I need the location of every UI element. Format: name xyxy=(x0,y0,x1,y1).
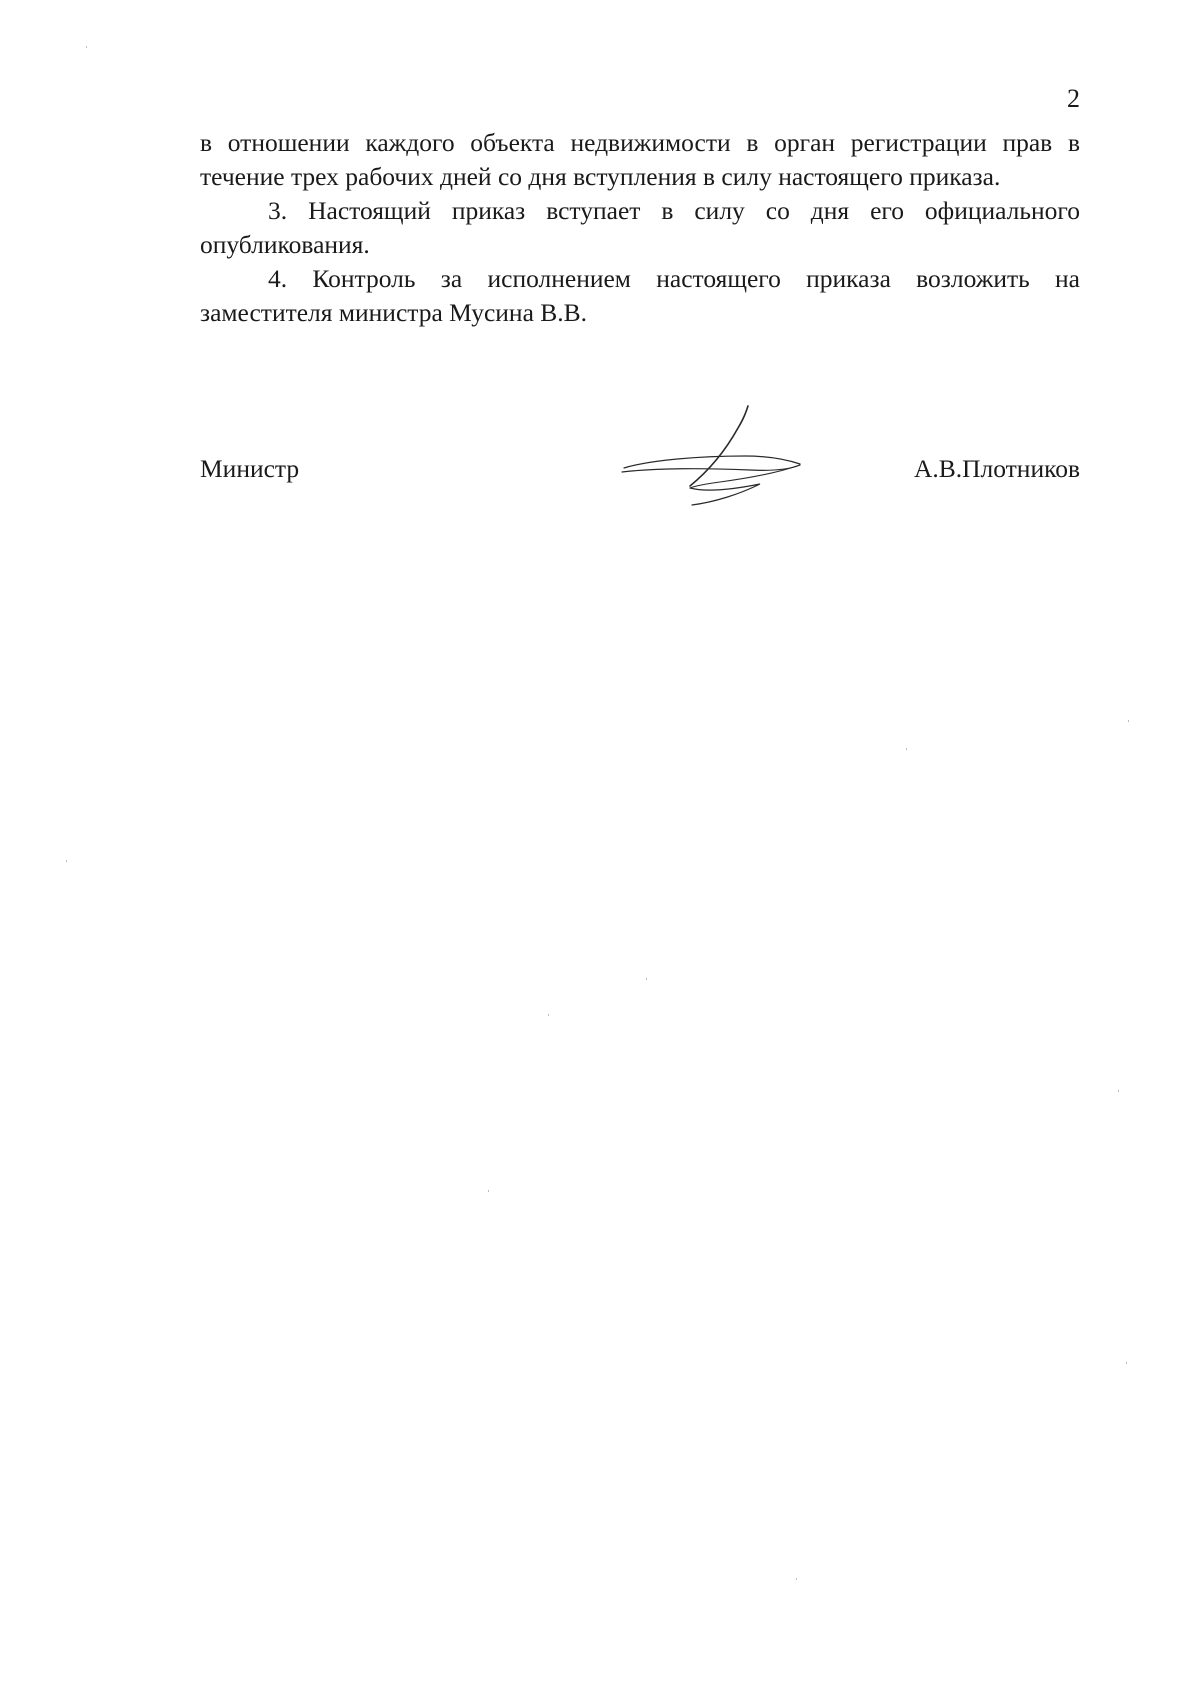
scan-speck xyxy=(906,748,907,750)
scan-speck xyxy=(548,1014,549,1016)
scan-speck xyxy=(488,1190,489,1192)
paragraph-continuation: в отношении каждого объекта недвижимости в орган регистрации прав в течение трех рабочих дней со дня вступления в силу настоящего приказа. xyxy=(200,128,1080,191)
scan-speck xyxy=(1128,720,1129,722)
paragraph-item-3: 3. Настоящий приказ вступает в силу со дня его официального опубликования. xyxy=(200,196,1080,259)
scan-speck xyxy=(86,46,87,48)
signatory-position: Министр xyxy=(200,454,300,483)
page-number: 2 xyxy=(1067,84,1080,113)
signature-stroke-tail xyxy=(690,484,760,505)
signatory-name: А.В.Плотников xyxy=(913,454,1080,483)
scan-speck xyxy=(66,860,67,862)
scan-speck xyxy=(646,978,647,980)
signature-stroke-vertical xyxy=(690,406,748,486)
scan-speck xyxy=(1118,1090,1119,1092)
document-body xyxy=(200,126,1080,330)
signature-stroke-horizontal-upper xyxy=(624,456,800,468)
handwritten-signature-image xyxy=(610,398,810,506)
paragraph-item-4: 4. Контроль за исполнением настоящего приказа возложить на заместителя министра Мусина В.В. xyxy=(200,264,1080,327)
scan-speck xyxy=(1126,1362,1127,1364)
scan-speck xyxy=(796,1578,797,1580)
